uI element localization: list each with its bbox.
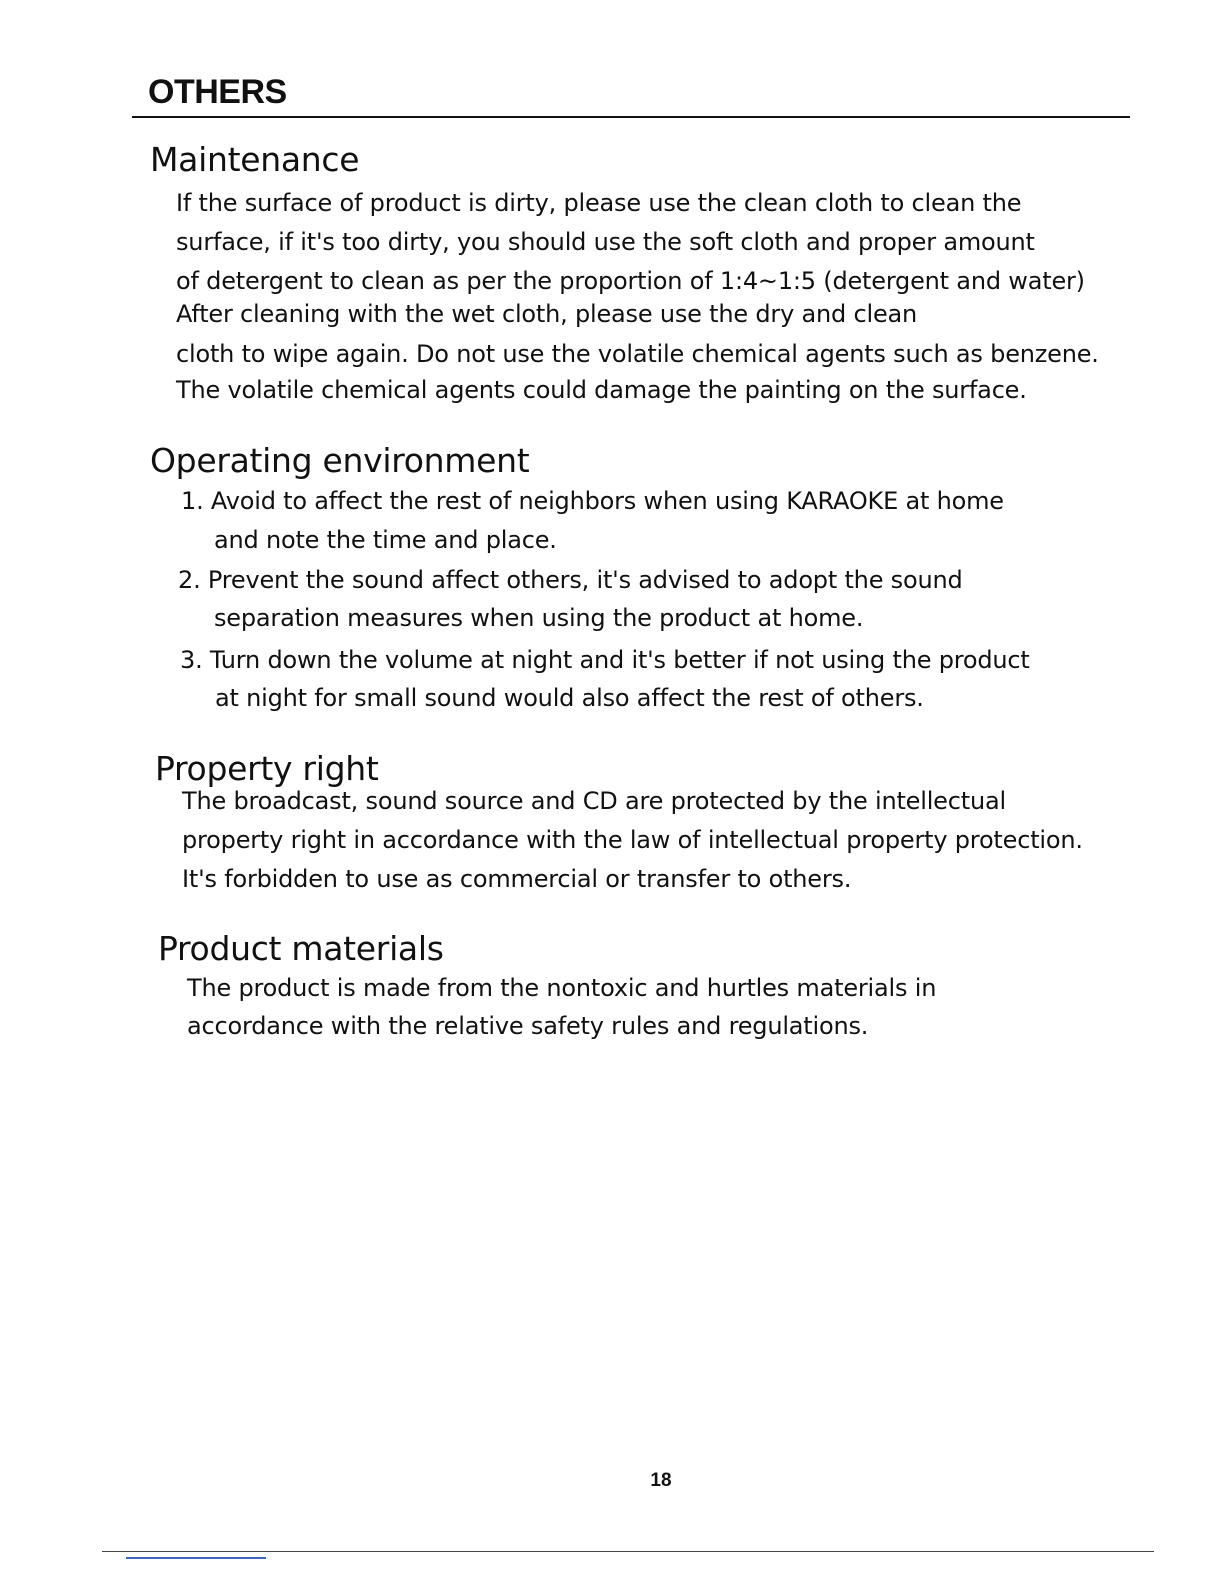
heading-rule: [132, 116, 1130, 118]
paragraph-line: The broadcast, sound source and CD are protected by the intellectual: [182, 787, 1006, 815]
list-item: 3. Turn down the volume at night and it's better if not using the product: [180, 646, 1030, 674]
footer-accent-line: [126, 1557, 266, 1559]
paragraph-line: It's forbidden to use as commercial or transfer to others.: [182, 865, 852, 893]
page-heading: OTHERS: [148, 73, 287, 111]
section-title-operating-environment: Operating environment: [150, 441, 530, 480]
list-item-continuation: and note the time and place.: [214, 526, 557, 554]
paragraph-line: surface, if it's too dirty, you should use the soft cloth and proper amount: [176, 228, 1035, 256]
list-item: 2. Prevent the sound affect others, it's advised to adopt the sound: [178, 566, 963, 594]
section-title-product-materials: Product materials: [158, 929, 444, 968]
section-title-maintenance: Maintenance: [150, 140, 360, 179]
list-item-continuation: at night for small sound would also affect the rest of others.: [215, 684, 924, 712]
paragraph-line: The volatile chemical agents could damage the painting on the surface.: [176, 376, 1027, 404]
list-item: 1. Avoid to affect the rest of neighbors when using KARAOKE at home: [181, 487, 1004, 515]
paragraph-line: accordance with the relative safety rules and regulations.: [187, 1012, 869, 1040]
list-item-continuation: separation measures when using the product at home.: [214, 604, 864, 632]
paragraph-line: If the surface of product is dirty, please use the clean cloth to clean the: [176, 189, 1022, 217]
paragraph-line: of detergent to clean as per the proportion of 1:4~1:5 (detergent and water): [176, 267, 1085, 295]
page-number: 18: [650, 1470, 672, 1491]
footer-rule: [102, 1551, 1154, 1552]
paragraph-line: property right in accordance with the law of intellectual property protection.: [182, 826, 1083, 854]
paragraph-line: The product is made from the nontoxic and hurtles materials in: [187, 974, 937, 1002]
paragraph-line: After cleaning with the wet cloth, please use the dry and clean: [176, 300, 918, 328]
paragraph-line: cloth to wipe again. Do not use the volatile chemical agents such as benzene.: [176, 340, 1099, 368]
section-title-property-right: Property right: [155, 749, 379, 788]
